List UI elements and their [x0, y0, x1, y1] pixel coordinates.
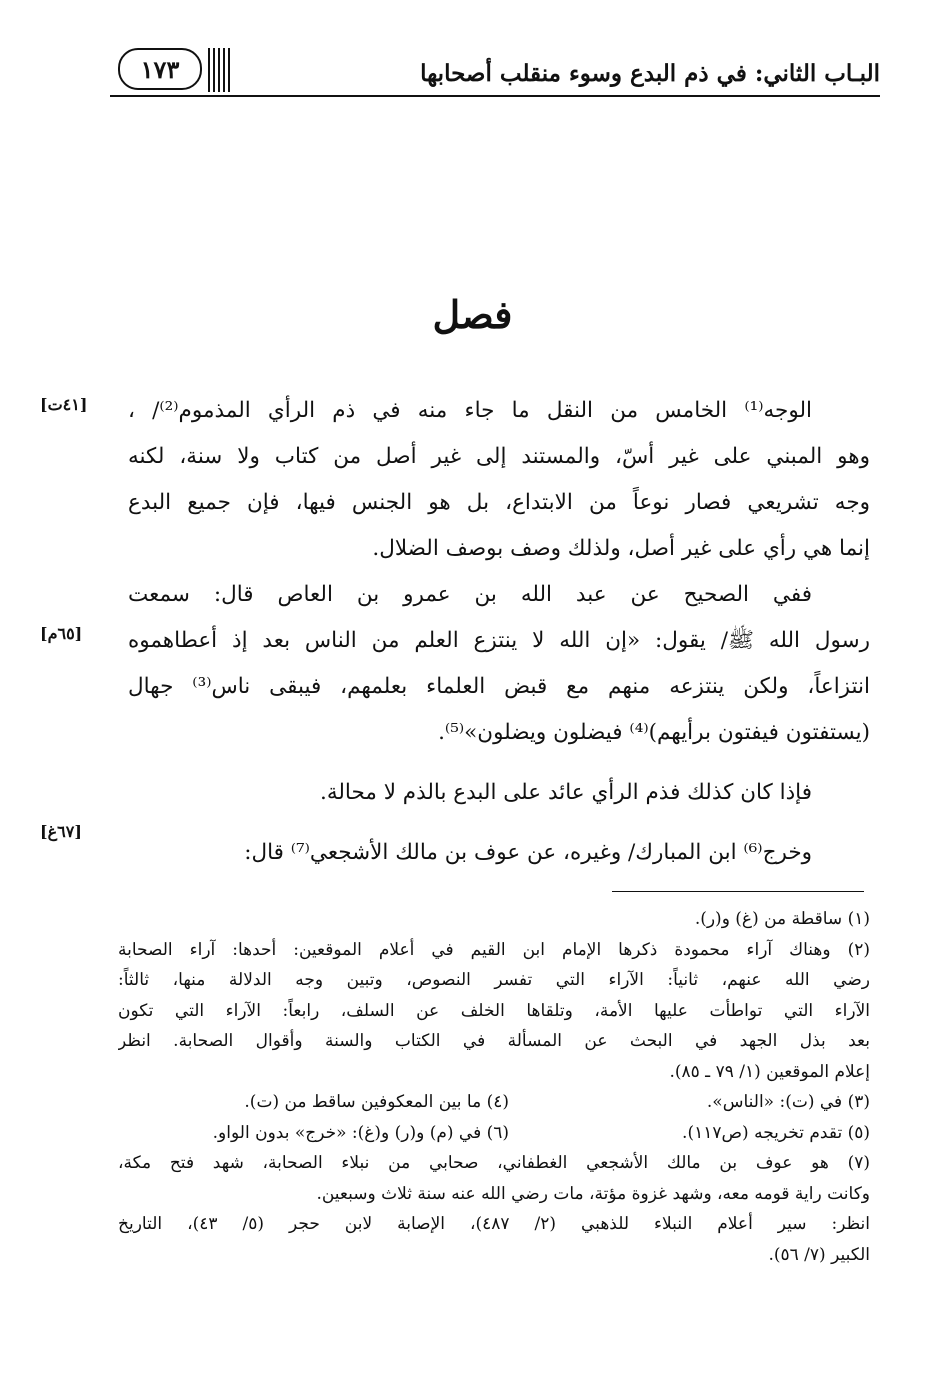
margin-marker: [٤١ت] [40, 395, 88, 414]
section-heading: فصل [432, 292, 513, 337]
body-line: فإذا كان كذلك فذم الرأي عائد على البدع بالذم لا محالة. [320, 780, 812, 805]
footnote-5: (٥) تقدم تخريجه (ص١١٧). [682, 1122, 870, 1143]
body-line: وهو المبني على غير أسّ، والمستند إلى غير أصل من كتاب ولا سنة، لكنه [128, 444, 870, 469]
footnote-2-line: إعلام الموقعين (١/ ٧٩ ـ ٨٥). [669, 1061, 870, 1082]
body-line: وخرج⁽⁶⁾ ابن المبارك/ وغيره، عن عوف بن مالك الأشجعي⁽⁷⁾ قال: [244, 840, 812, 865]
footnote-row [118, 1087, 870, 1118]
footnote-7-line: انظر: سير أعلام النبلاء للذهبي (٢/ ٤٨٧)، الإصابة لابن حجر (٥/ ٤٣)، التاريخ [118, 1214, 870, 1234]
header-rule [110, 95, 880, 97]
footnote-2-line: بعد بذل الجهد في البحث عن المسألة في الكتاب والسنة وأقوال الصحابة. انظر [118, 1031, 870, 1051]
footnote-6: (٦) في (م) و(ر) و(غ): «خرج» بدون الواو. [212, 1122, 510, 1143]
body-line: رسول الله ﷺ/ يقول: «إن الله لا ينتزع العلم من الناس بعد إذ أعطاهموه [128, 628, 870, 653]
footnote-3: (٣) في (ت): «الناس». [706, 1092, 870, 1112]
footnotes [118, 904, 870, 1270]
body-line: ففي الصحيح عن عبد الله بن عمرو بن العاص قال: سمعت [128, 582, 812, 607]
margin-marker: [٦٥م] [40, 624, 83, 643]
footnote-7-line: وكانت راية قومه معه، وشهد غزوة مؤتة، مات رضي الله عنه سنة ثلاث وسبعين. [316, 1183, 870, 1204]
footnote-2-line: الآراء التي تواطأت عليها الأمة، وتلقاها الخلف عن السلف، رابعاً: الآراء التي تكون [118, 1000, 870, 1021]
body-line: الوجه⁽¹⁾ الخامس من النقل ما جاء منه في ذم الرأي المذموم⁽²⁾/ ، [128, 398, 812, 423]
running-header [110, 42, 880, 102]
footnote-4: (٤) ما بين المعكوفين ساقط من (ت). [244, 1092, 510, 1112]
footnote-2-line: (٢) وهناك آراء محمودة ذكرها الإمام ابن القيم في أعلام الموقعين: أحدها: آراء الصحابة [118, 939, 870, 960]
footnote-separator [612, 891, 864, 892]
body-line: إنما هي رأي على غير أصل، ولذلك وصف بوصف الضلال. [372, 536, 870, 561]
body-text [128, 388, 870, 876]
margin-marker: [٦٧غ] [40, 822, 82, 841]
body-line: (يستفتون فيفتون برأيهم)⁽⁴⁾ فيضلون ويضلون»⁽⁵⁾. [438, 720, 870, 745]
body-line: وجه تشريعي فصار نوعاً من الابتداع، بل هو الجنس فيها، فإن جميع البدع [128, 490, 870, 515]
footnote-row [118, 1118, 870, 1149]
page-number: ١٧٣ [118, 48, 202, 90]
footnote-2-line: رضي الله عنهم، ثانياً: الآراء التي تفسر النصوص، وتبين وجه الدلالة منها، ثالثاً: [118, 970, 870, 990]
footnote-1: (١) ساقطة من (غ) و(ر). [694, 909, 870, 929]
chapter-title: البـاب الثاني: في ذم البدع وسوء منقلب أصحابها [420, 60, 880, 87]
body-line: انتزاعاً، ولكن ينتزعه منهم مع قبض العلماء بعلمهم، فيبقى ناس⁽³⁾ جهال [128, 674, 870, 699]
footnote-7-line: الكبير (٧/ ٥٦). [768, 1244, 870, 1265]
header-ornament-bars [208, 48, 230, 92]
footnote-7-line: (٧) هو عوف بن مالك الأشجعي الغطفاني، صحابي من نبلاء الصحابة، شهد فتح مكة، [118, 1153, 870, 1173]
